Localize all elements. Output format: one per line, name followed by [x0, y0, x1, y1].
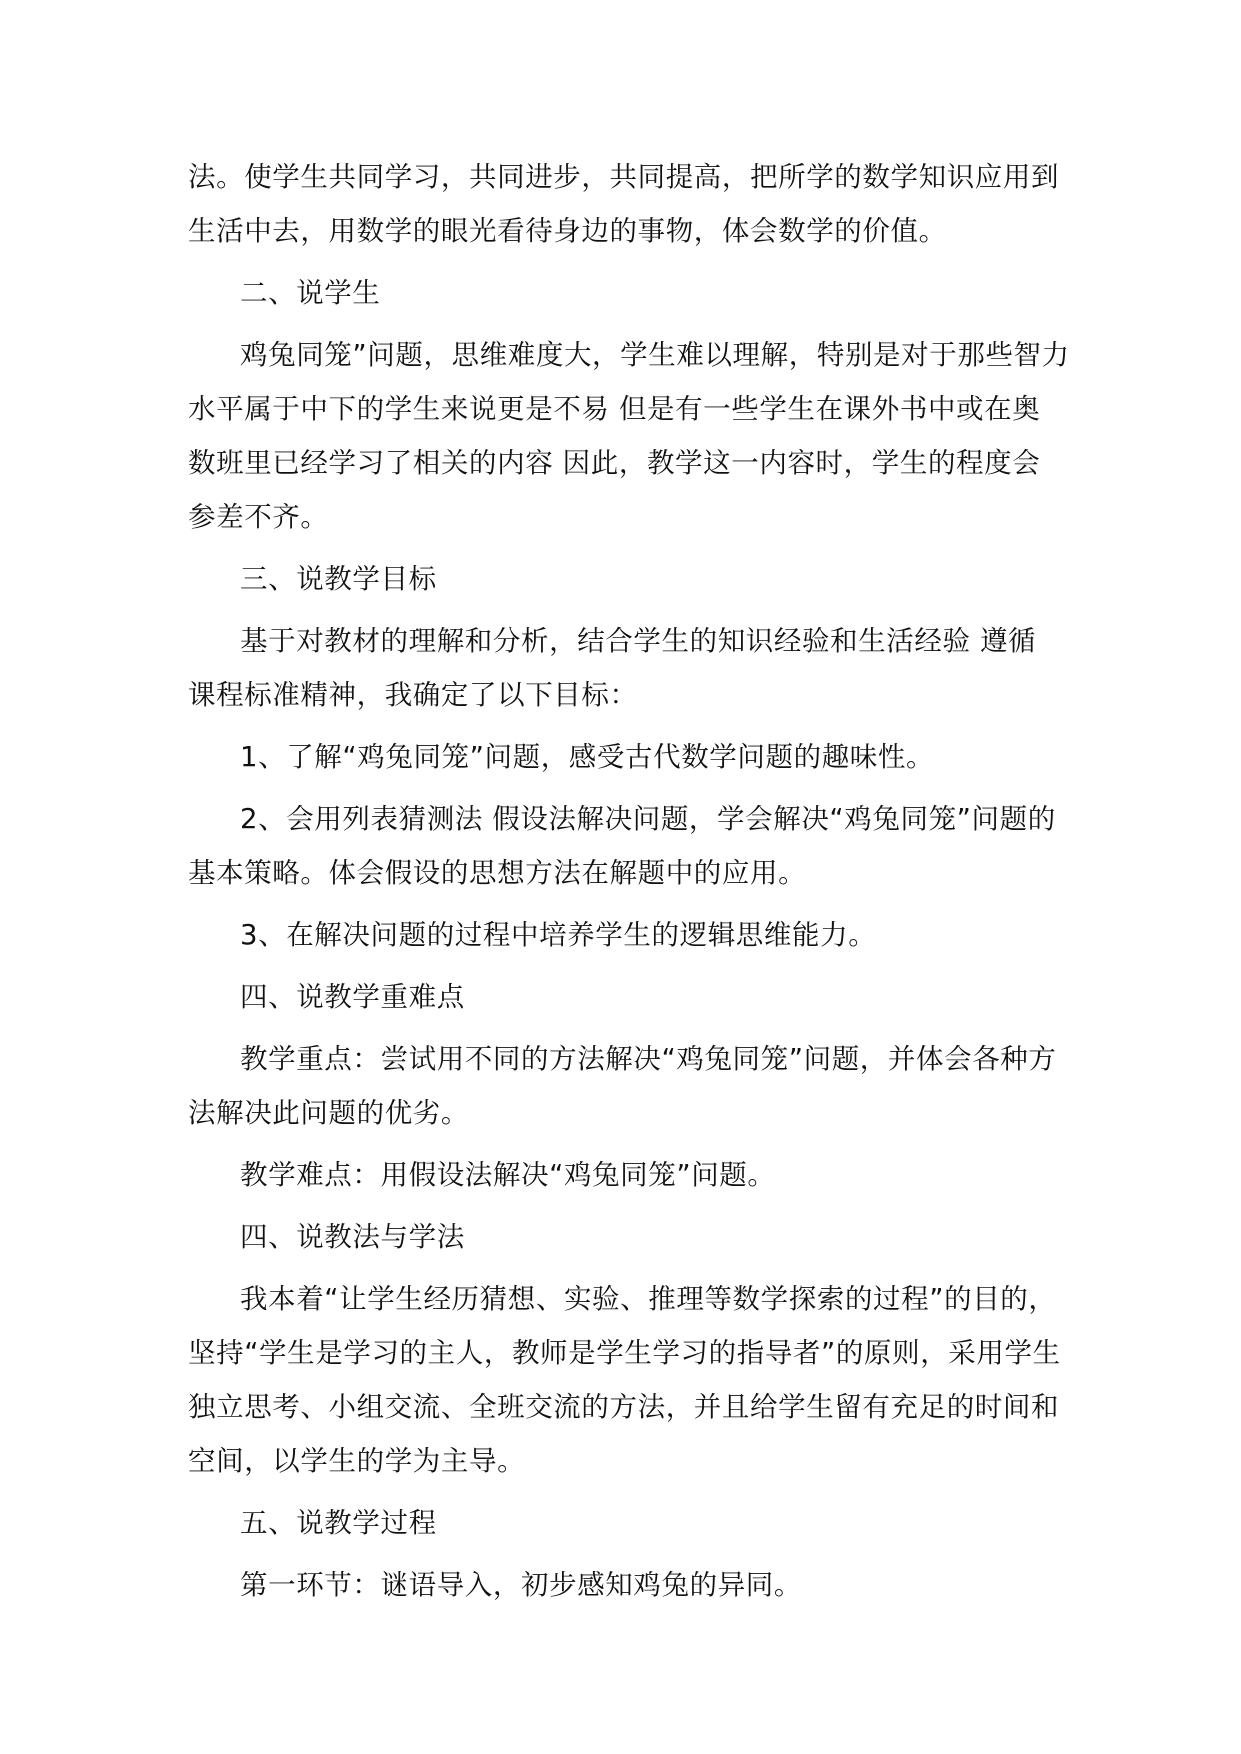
paragraph-line: 生活中去，用数学的眼光看待身边的事物，体会数学的价值。 [188, 215, 947, 247]
section-heading: 五、说教学过程 [240, 1507, 437, 1539]
paragraph-line: 空间，以学生的学为主导。 [188, 1445, 526, 1477]
section-heading: 四、说教法与学法 [240, 1221, 465, 1253]
paragraph-line: 水平属于中下的学生来说更是不易 但是有一些学生在课外书中或在奥 [188, 393, 1041, 425]
paragraph-line: 法解决此问题的优劣。 [188, 1097, 469, 1129]
objective-item: 1、了解“鸡兔同笼”问题，感受古代数学问题的趣味性。 [240, 741, 935, 773]
paragraph-line: 教学重点：尝试用不同的方法解决“鸡兔同笼”问题，并体会各种方 [240, 1043, 1057, 1075]
paragraph-line: 独立思考、小组交流、全班交流的方法，并且给学生留有充足的时间和 [188, 1391, 1060, 1423]
section-heading: 四、说教学重难点 [240, 981, 465, 1013]
section-heading: 二、说学生 [240, 277, 381, 309]
paragraph-line: 基本策略。体会假设的思想方法在解题中的应用。 [188, 857, 807, 889]
document-body [188, 150, 1068, 1612]
paragraph-line: 法。使学生共同学习，共同进步，共同提高，把所学的数学知识应用到 [188, 161, 1060, 193]
paragraph-line: 鸡兔同笼”问题，思维难度大，学生难以理解，特别是对于那些智力 [240, 339, 1070, 371]
section-heading: 三、说教学目标 [240, 563, 437, 595]
objective-item: 3、在解决问题的过程中培养学生的逻辑思维能力。 [240, 919, 877, 951]
paragraph-line: 我本着“让学生经历猜想、实验、推理等数学探索的过程”的目的， [240, 1283, 1057, 1315]
paragraph-line: 坚持“学生是学习的主人，教师是学生学习的指导者”的原则，采用学生 [188, 1337, 1061, 1369]
objective-item: 2、会用列表猜测法 假设法解决问题，学会解决“鸡兔同笼”问题的 [240, 803, 1056, 835]
paragraph-line: 基于对教材的理解和分析，结合学生的知识经验和生活经验 遵循 [240, 625, 1037, 657]
paragraph-line: 教学难点：用假设法解决“鸡兔同笼”问题。 [240, 1159, 776, 1191]
paragraph-line: 数班里已经学习了相关的内容 因此，教学这一内容时，学生的程度会 [188, 447, 1041, 479]
paragraph-line: 课程标准精神，我确定了以下目标： [188, 679, 638, 711]
paragraph-line: 参差不齐。 [188, 501, 329, 533]
paragraph-line: 第一环节：谜语导入，初步感知鸡兔的异同。 [240, 1569, 802, 1601]
